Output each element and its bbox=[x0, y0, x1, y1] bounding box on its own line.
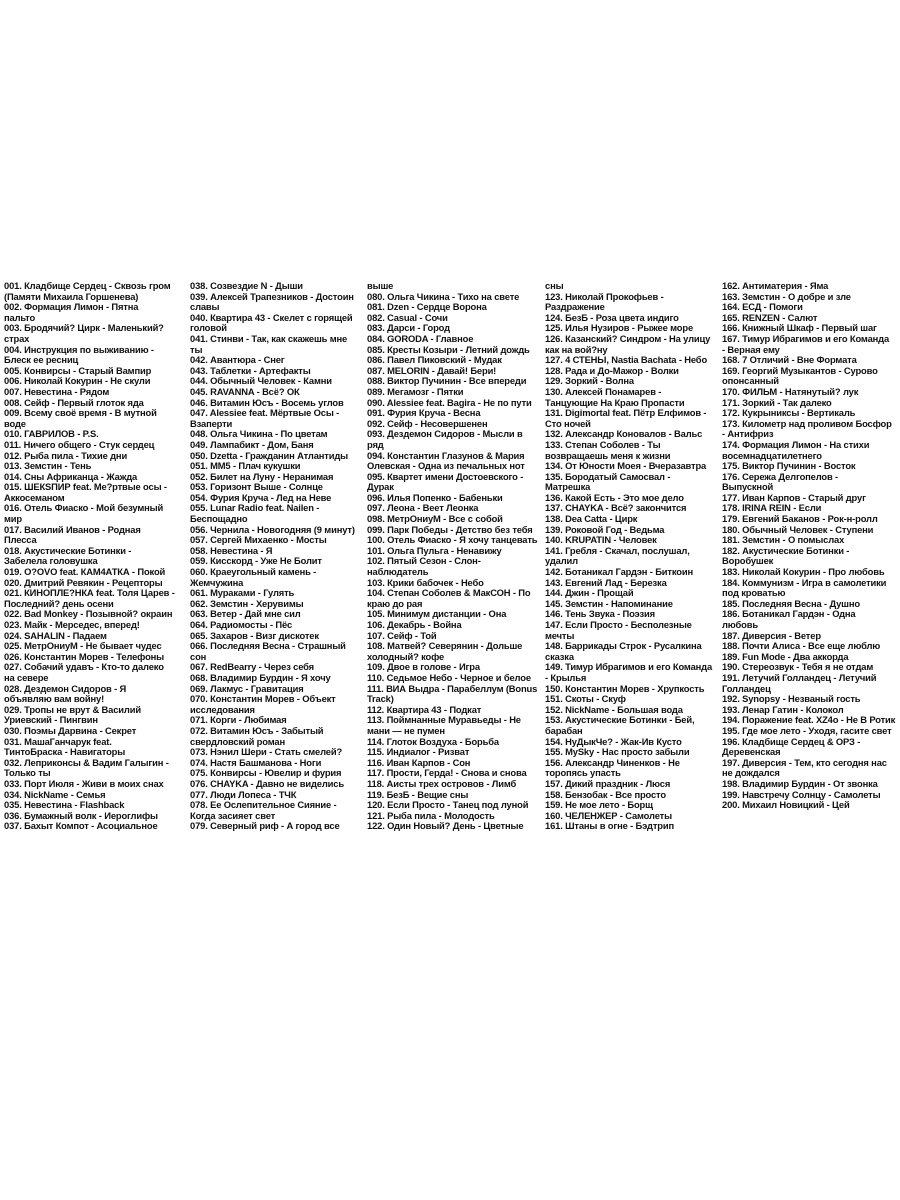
track-line: 200. Михаил Новицкий - Цей bbox=[722, 800, 850, 811]
track-line: свердловский роман bbox=[190, 736, 285, 747]
track-line: 088. Виктор Пучинин - Все впереди bbox=[367, 376, 527, 387]
tracklist-column-3 bbox=[367, 281, 543, 832]
track-line: 198. Владимир Бурдин - От звонка bbox=[722, 778, 878, 789]
track-line: 181. Земстин - О помыслах bbox=[722, 535, 845, 546]
track-line: 121. Рыба пила - Молодость bbox=[367, 810, 495, 821]
track-line: 119. БезБ - Вещие сны bbox=[367, 789, 469, 800]
track-line: 147. Если Просто - Бесполезные bbox=[545, 620, 692, 630]
track-line: 183. Николай Кокурин - Про любовь bbox=[722, 567, 885, 578]
track-line: 033. Порт Июля - Живи в моих снах bbox=[4, 778, 164, 789]
track-line: сказка bbox=[545, 651, 574, 662]
track-line: Плесса bbox=[4, 535, 37, 546]
track-line: 029. Тропы не врут & Василий bbox=[4, 704, 141, 715]
track-line: 163. Земстин - О добре и зле bbox=[722, 291, 851, 302]
track-line: 105. Минимум дистанции - Она bbox=[367, 609, 507, 620]
track-line: 199. Навстречу Солнцу - Самолеты bbox=[722, 789, 881, 800]
track-line: 162. Антиматерия - Яма bbox=[722, 281, 829, 291]
track-line: 024. SAHALIN - Падаем bbox=[4, 630, 107, 641]
track-line: 129. Зоркий - Волна bbox=[545, 376, 634, 387]
track-line: 009. Всему своё время - В мутной bbox=[4, 408, 157, 419]
track-line: холодный? кофе bbox=[367, 651, 445, 662]
track-line: Блеск ее ресниц bbox=[4, 355, 79, 366]
track-line: Жемчужина bbox=[190, 577, 244, 588]
tracklist-column-5 bbox=[722, 281, 898, 811]
track-line: 066. Последняя Весна - Страшный bbox=[190, 641, 346, 652]
track-line: 122. Один Новый? День - Цветные bbox=[367, 821, 524, 832]
track-line: на севере bbox=[4, 672, 49, 683]
track-line: 082. Casual - Сочи bbox=[367, 312, 448, 323]
track-line: Аккосеманом bbox=[4, 492, 65, 503]
track-line: 142. Ботаникал Гардэн - Биткоин bbox=[545, 567, 693, 578]
track-line: 022. Bad Monkey - Позывной? окраин bbox=[4, 609, 173, 620]
track-line: 027. Собачий удавъ - Кто-то далеко bbox=[4, 662, 164, 673]
track-line: восемнадцатилетнего bbox=[722, 450, 822, 461]
track-line: торопясь упасть bbox=[545, 768, 621, 779]
track-line: 002. Формация Лимон - Пятна bbox=[4, 302, 139, 313]
tracklist-column-2 bbox=[190, 281, 366, 832]
track-line: 053. Горизонт Выше - Солнце bbox=[190, 482, 323, 493]
track-line: 156. Александр Чиненков - Не bbox=[545, 757, 680, 768]
track-line: воде bbox=[4, 418, 26, 429]
track-line: 136. Какой Есть - Это мое дело bbox=[545, 492, 684, 503]
track-line: под кроватью bbox=[722, 588, 786, 599]
track-line: 036. Бумажный волк - Иероглифы bbox=[4, 810, 158, 821]
track-line: 001. Кладбище Сердец - Сквозь гром bbox=[4, 281, 171, 291]
track-line: 116. Иван Карпов - Сон bbox=[367, 757, 471, 768]
track-line: 026. Константин Морев - Телефоны bbox=[4, 651, 165, 662]
track-line: 034. NickName - Семья bbox=[4, 789, 106, 800]
track-line: 056. Чернила - Новогодняя (9 минут) bbox=[190, 524, 355, 535]
track-line: 160. ЧЕЛЕНЖЕР - Самолеты bbox=[545, 810, 672, 821]
track-line: 189. Fun Mode - Два аккорда bbox=[722, 651, 849, 662]
track-line: 054. Фурия Круча - Лед на Неве bbox=[190, 492, 332, 503]
track-line: 039. Алексей Трапезников - Достоин bbox=[190, 291, 354, 302]
track-line: 069. Лакмус - Гравитация bbox=[190, 683, 304, 694]
track-line: 149. Тимур Ибрагимов и его Команда bbox=[545, 662, 713, 673]
track-line: 134. От Юности Моея - Вчеразавтра bbox=[545, 461, 707, 472]
track-line: 167. Тимур Ибрагимов и его Команда bbox=[722, 333, 890, 344]
track-line: 004. Инструкция по выживанию - bbox=[4, 344, 154, 355]
track-line: 031. МашаГанчарук feat. bbox=[4, 736, 112, 747]
track-line: 044. Обычный Человек - Камни bbox=[190, 376, 332, 387]
track-line: 141. Гребля - Скачал, послушал, bbox=[545, 545, 690, 556]
track-line: 132. Александр Коновалов - Вальс bbox=[545, 429, 703, 440]
track-line: 164. ЕСД - Помоги bbox=[722, 302, 803, 313]
track-line: 101. Ольга Пульга - Ненавижу bbox=[367, 545, 502, 556]
track-line: 011. Ничего общего - Стук сердец bbox=[4, 439, 155, 450]
track-line: 145. Земстин - Напоминание bbox=[545, 598, 673, 609]
track-line: 090. Alessiee feat. Bagira - Не по пути bbox=[367, 397, 532, 408]
track-line: 063. Ветер - Дай мне сил bbox=[190, 609, 301, 620]
track-line: (Памяти Михаила Горшенева) bbox=[4, 291, 139, 302]
track-line: 133. Степан Соболев - Ты bbox=[545, 439, 661, 450]
track-line: 059. Кисскорд - Уже Не Болит bbox=[190, 556, 322, 567]
track-line: Дурак bbox=[367, 482, 394, 493]
track-line: 048. Ольга Чикина - По цветам bbox=[190, 429, 328, 440]
track-line: 173. Километр над проливом Босфор bbox=[722, 418, 892, 429]
track-line: 085. Кресты Козыри - Летний дождь bbox=[367, 344, 530, 355]
track-line: Воробушек bbox=[722, 556, 774, 567]
track-line: 013. Земстин - Тень bbox=[4, 461, 92, 472]
track-line: 079. Северный риф - А город все bbox=[190, 821, 340, 832]
track-line: 161. Штаны в огне - Бэдтрип bbox=[545, 821, 674, 832]
track-line: 120. Если Просто - Танец под луной bbox=[367, 800, 529, 811]
track-line: 196. Кладбище Сердец & ОРЗ - bbox=[722, 736, 861, 747]
track-line: 102. Пятый Сезон - Слон- bbox=[367, 556, 481, 567]
track-line: краю до рая bbox=[367, 598, 423, 609]
track-line: 016. Отель Фиаско - Мой безумный bbox=[4, 503, 164, 514]
track-line: 074. Настя Башманова - Ноги bbox=[190, 757, 322, 768]
track-line: Голландец bbox=[722, 683, 771, 694]
track-line: 006. Николай Кокурин - Не скули bbox=[4, 376, 151, 387]
track-line: 182. Акустические Ботинки - bbox=[722, 545, 850, 556]
track-line: 125. Илья Нузиров - Рыжее море bbox=[545, 323, 694, 334]
track-line: 081. Dzen - Сердце Ворона bbox=[367, 302, 487, 313]
track-line: 114. Глоток Воздуха - Борьба bbox=[367, 736, 499, 747]
track-line: Забелела головушка bbox=[4, 556, 98, 567]
track-line: 151. Скоты - Скуф bbox=[545, 694, 626, 705]
track-line: не дождался bbox=[722, 768, 780, 779]
track-line: 138. Dea Catta - Цирк bbox=[545, 514, 638, 525]
track-line: 108. Матвей? Северянин - Дольше bbox=[367, 641, 523, 652]
track-line: 057. Сергей Михаенко - Мосты bbox=[190, 535, 327, 546]
track-line: 049. Лампабикт - Дом, Баня bbox=[190, 439, 314, 450]
track-line: барабан bbox=[545, 725, 583, 736]
track-line: 153. Акустические Ботинки - Бей, bbox=[545, 715, 695, 726]
track-line: 060. Краеугольный камень - bbox=[190, 567, 317, 578]
track-line: Деревенская bbox=[722, 747, 781, 758]
track-line: 171. Зоркий - Так далеко bbox=[722, 397, 832, 408]
track-line: 124. БезБ - Роза цвета индиго bbox=[545, 312, 679, 323]
track-line: 158. Бензобак - Все просто bbox=[545, 789, 666, 800]
track-line: 080. Ольга Чикина - Тихо на свете bbox=[367, 291, 520, 302]
track-line: 166. Книжный Шкаф - Первый шаг bbox=[722, 323, 877, 334]
track-line: 005. Конвирсы - Старый Вампир bbox=[4, 365, 152, 376]
track-line: 099. Парк Победы - Детство без тебя bbox=[367, 524, 533, 535]
track-line: 046. Витамин Юсъ - Восемь углов bbox=[190, 397, 344, 408]
track-line: 077. Люди Лопеса - ТЧК bbox=[190, 789, 297, 800]
track-line: 010. ГАВРИЛОВ - P.S. bbox=[4, 429, 99, 440]
track-line: 195. Где мое лето - Уходя, гасите свет bbox=[722, 725, 892, 736]
track-line: ряд bbox=[367, 439, 384, 450]
track-line: 152. NickName - Большая вода bbox=[545, 704, 683, 715]
track-line: Сто ночей bbox=[545, 418, 591, 429]
track-line: 041. Стинви - Так, как скажешь мне bbox=[190, 333, 348, 344]
track-line: 185. Последняя Весна - Душно bbox=[722, 598, 860, 609]
track-line: 154. НуДыкЧе? - Жак-Ив Кусто bbox=[545, 736, 682, 747]
track-line: 068. Владимир Бурдин - Я хочу bbox=[190, 672, 331, 683]
track-line: сон bbox=[190, 651, 207, 662]
track-line: 172. Кукрыниксы - Вертикаль bbox=[722, 408, 856, 419]
track-line: 007. Невестина - Рядом bbox=[4, 386, 110, 397]
track-line: 098. МетрОниуМ - Все с собой bbox=[367, 514, 503, 525]
track-line: 140. KRUPATIN - Человек bbox=[545, 535, 657, 546]
track-line: 193. Ленар Гатин - Колокол bbox=[722, 704, 844, 715]
track-line: 190. Стереозвук - Тебя я не отдам bbox=[722, 662, 874, 673]
track-line: 104. Степан Соболев & МакСОН - По bbox=[367, 588, 531, 599]
track-line: Олевская - Одна из печальных нот bbox=[367, 461, 525, 472]
track-line: 028. Дездемон Сидоров - Я bbox=[4, 683, 127, 694]
track-line: 192. Synopsy - Незваный гость bbox=[722, 694, 861, 705]
track-line: 186. Ботаникал Гардэн - Одна bbox=[722, 609, 856, 620]
track-line: Беспощадно bbox=[190, 514, 248, 525]
track-line: - Антифриз bbox=[722, 429, 774, 440]
track-line: 157. Дикий праздник - Люся bbox=[545, 778, 671, 789]
track-line: 021. КИНОПЛЕ?НКА feat. Толя Царев - bbox=[4, 588, 175, 599]
track-line: 050. Dzetta - Гражданин Атлантиды bbox=[190, 450, 349, 461]
track-line: - Крылья bbox=[545, 672, 587, 683]
track-line: 180. Обычный Человек - Ступени bbox=[722, 524, 874, 535]
track-line: 191. Летучий Голландец - Летучий bbox=[722, 672, 877, 683]
track-line: 179. Евгений Баканов - Рок-н-ролл bbox=[722, 514, 878, 525]
track-line: возвращаешь меня к жизни bbox=[545, 450, 671, 461]
track-line: ты bbox=[190, 344, 203, 355]
track-line: удалил bbox=[545, 556, 578, 567]
track-line: 065. Захаров - Визг дискотек bbox=[190, 630, 319, 641]
track-line: 043. Таблетки - Артефакты bbox=[190, 365, 311, 376]
track-line: 197. Диверсия - Тем, кто сегодня нас bbox=[722, 757, 887, 768]
track-line: 072. Витамин Юсъ - Забытый bbox=[190, 725, 324, 736]
track-line: 061. Мураками - Гулять bbox=[190, 588, 295, 599]
track-line: 018. Акустические Ботинки - bbox=[4, 545, 132, 556]
track-line: 165. RENZEN - Салют bbox=[722, 312, 818, 323]
track-line: мир bbox=[4, 514, 22, 525]
track-line: 003. Бродячий? Цирк - Маленький? bbox=[4, 323, 164, 334]
track-line: головой bbox=[190, 323, 227, 334]
track-line: 030. Поэмы Дарвина - Секрет bbox=[4, 725, 137, 736]
track-line: наблюдатель bbox=[367, 567, 429, 578]
track-line: 064. Радиомосты - Пёс bbox=[190, 620, 293, 630]
track-line: 175. Виктор Пучинин - Восток bbox=[722, 461, 856, 472]
track-line: 055. Lunar Radio feat. Nailen - bbox=[190, 503, 320, 514]
track-line: 168. 7 Отличий - Вне Формата bbox=[722, 355, 857, 366]
track-line: Уриевский - Пингвин bbox=[4, 715, 98, 726]
track-line: 047. Alessiee feat. Мёртвые Осы - bbox=[190, 408, 340, 419]
track-line: 184. Коммунизм - Игра в самолетики bbox=[722, 577, 887, 588]
track-line: 091. Фурия Круча - Весна bbox=[367, 408, 481, 419]
track-line: 019. О?OVO feat. КАМ4АТКА - Покой bbox=[4, 567, 166, 578]
track-line: 015. ШЕКSПИР feat. Ме?ртвые осы - bbox=[4, 482, 167, 493]
track-line: 150. Константин Морев - Хрупкость bbox=[545, 683, 705, 694]
track-line: 071. Корги - Любимая bbox=[190, 715, 287, 726]
track-line: 103. Крики бабочек - Небо bbox=[367, 577, 484, 588]
track-line: 089. Мегамозг - Пятки bbox=[367, 386, 464, 397]
track-line: 067. RedBearry - Через себя bbox=[190, 662, 314, 673]
tracklist-column-1 bbox=[4, 281, 180, 832]
track-line: мечты bbox=[545, 630, 575, 641]
track-line: 052. Билет на Луну - Неранимая bbox=[190, 471, 334, 482]
track-line: страх bbox=[4, 333, 30, 344]
track-line: 014. Сны Африканца - Жажда bbox=[4, 471, 138, 482]
track-line: 084. GORODA - Главное bbox=[367, 333, 474, 344]
track-line: 155. MySky - Нас просто забыли bbox=[545, 747, 690, 758]
track-line: 174. Формация Лимон - На стихи bbox=[722, 439, 870, 450]
track-line: 176. Сережа Делгопелов - bbox=[722, 471, 839, 482]
track-line: 115. Индиалог - Ризват bbox=[367, 747, 470, 758]
track-line: 110. Седьмое Небо - Черное и белое bbox=[367, 672, 531, 683]
track-line: Только ты bbox=[4, 768, 51, 779]
track-line: 194. Поражение feat. XZ4o - Не В Ротик bbox=[722, 715, 896, 726]
track-line: 095. Квартет имени Достоевского - bbox=[367, 471, 524, 482]
track-line: 106. Декабрь - Война bbox=[367, 620, 462, 630]
track-line: 073. Нэнил Шери - Стать смелей? bbox=[190, 747, 343, 758]
track-line: 139. Роковой Год - Ведьма bbox=[545, 524, 665, 535]
track-line: любовь bbox=[722, 620, 758, 630]
track-line: 025. МетрОниуМ - Не бывает чудес bbox=[4, 641, 162, 652]
track-line: 187. Диверсия - Ветер bbox=[722, 630, 821, 641]
track-line: Матрешка bbox=[545, 482, 591, 493]
track-line: 137. CHAYKA - Всё? закончится bbox=[545, 503, 687, 514]
track-line: 086. Павел Пиковский - Мудак bbox=[367, 355, 502, 366]
track-line: 032. Леприконсы & Вадим Галыгин - bbox=[4, 757, 169, 768]
track-line: 035. Невестина - Flashback bbox=[4, 800, 125, 811]
track-line: 038. Созвездие N - Дыши bbox=[190, 281, 303, 291]
track-line: 062. Земстин - Херувимы bbox=[190, 598, 304, 609]
track-line: объявляю вам войну! bbox=[4, 694, 105, 705]
track-line: 045. RAVANNA - Всё? ОК bbox=[190, 386, 300, 397]
track-line: сны bbox=[545, 281, 564, 291]
track-line: 177. Иван Карпов - Старый друг bbox=[722, 492, 866, 503]
track-line: 159. Не мое лето - Борщ bbox=[545, 800, 653, 811]
track-line: 112. Квартира 43 - Подкат bbox=[367, 704, 482, 715]
track-line: 113. Поймнанные Муравьеды - Не bbox=[367, 715, 521, 726]
track-line: 012. Рыба пила - Тихие дни bbox=[4, 450, 128, 461]
track-line: 111. ВИА Выдра - Парабеллум (Bonus bbox=[367, 683, 538, 694]
track-line: 078. Ее Ослепительное Сияние - bbox=[190, 800, 337, 811]
track-line: 023. Майк - Мерседес, вперед! bbox=[4, 620, 140, 630]
track-line: 188. Почти Алиса - Все еще люблю bbox=[722, 641, 881, 652]
track-line: славы bbox=[190, 302, 220, 313]
track-line: 076. CHAYKA - Давно не виделись bbox=[190, 778, 344, 789]
track-line: 097. Леона - Веет Леонка bbox=[367, 503, 479, 514]
track-line: 092. Сейф - Несовершенен bbox=[367, 418, 488, 429]
track-line: исследования bbox=[190, 704, 255, 715]
tracklist-column-4 bbox=[545, 281, 721, 832]
track-line: выше bbox=[367, 281, 394, 291]
track-line: 131. Digimortal feat. Пётр Елфимов - bbox=[545, 408, 707, 419]
track-line: 127. 4 СТЕНЫ, Nastia Bachata - Небо bbox=[545, 355, 708, 366]
track-line: опонсанный bbox=[722, 376, 779, 387]
track-line: 123. Николай Прокофьев - bbox=[545, 291, 664, 302]
track-line: 130. Алексей Понамарев - bbox=[545, 386, 662, 397]
track-line: 109. Двое в голове - Игра bbox=[367, 662, 480, 673]
track-line: 143. Евгений Лад - Березка bbox=[545, 577, 667, 588]
track-line: 087. MELORIN - Давай! Бери! bbox=[367, 365, 497, 376]
track-line: ТинтоБраска - Навигаторы bbox=[4, 747, 126, 758]
track-line: Track) bbox=[367, 694, 394, 705]
track-line: 128. Рада и До-Мажор - Волки bbox=[545, 365, 679, 376]
track-line: 135. Бородатый Самосвал - bbox=[545, 471, 671, 482]
track-line: 051. ММ5 - Плач кукушки bbox=[190, 461, 301, 472]
track-line: 178. IRINA REIN - Если bbox=[722, 503, 822, 514]
track-line: 070. Константин Морев - Объект bbox=[190, 694, 336, 705]
track-line: Танцующие На Краю Пропасти bbox=[545, 397, 685, 408]
track-line: 100. Отель Фиаско - Я хочу танцевать bbox=[367, 535, 538, 546]
track-line: - Верная ему bbox=[722, 344, 780, 355]
track-line: 144. Джин - Прощай bbox=[545, 588, 634, 599]
track-line: 093. Дездемон Сидоров - Мысли в bbox=[367, 429, 523, 440]
track-line: 096. Илья Попенко - Бабеньки bbox=[367, 492, 503, 503]
track-line: 075. Конвирсы - Ювелир и фурия bbox=[190, 768, 342, 779]
track-line: 170. ФИЛЬМ - Натянутый? лук bbox=[722, 386, 859, 397]
track-line: пальто bbox=[4, 312, 36, 323]
track-line: Выпускной bbox=[722, 482, 774, 493]
track-line: Когда засияет свет bbox=[190, 810, 276, 821]
track-line: Раздражение bbox=[545, 302, 605, 313]
track-line: 008. Сейф - Первый глоток яда bbox=[4, 397, 144, 408]
track-line: 040. Квартира 43 - Скелет с горящей bbox=[190, 312, 353, 323]
track-line: Последний? день осени bbox=[4, 598, 114, 609]
track-line: 107. Сейф - Той bbox=[367, 630, 437, 641]
track-line: 126. Казанский? Синдром - На улицу bbox=[545, 333, 711, 344]
track-line: 058. Невестина - Я bbox=[190, 545, 273, 556]
track-line: 083. Дарси - Город bbox=[367, 323, 450, 334]
track-line: 037. Бахыт Компот - Асоциальное bbox=[4, 821, 158, 832]
track-line: Взаперти bbox=[190, 418, 233, 429]
track-line: 118. Аисты трех островов - Лимб bbox=[367, 778, 517, 789]
track-line: 117. Прости, Герда! - Снова и снова bbox=[367, 768, 527, 779]
track-line: 042. Авантюра - Снег bbox=[190, 355, 285, 366]
track-line: 148. Баррикады Строк - Русалкина bbox=[545, 641, 702, 652]
track-line: 020. Дмитрий Ревякин - Рецепторы bbox=[4, 577, 163, 588]
track-line: мани — не пумен bbox=[367, 725, 445, 736]
track-line: 169. Георгий Музыкантов - Сурово bbox=[722, 365, 878, 376]
track-line: 094. Константин Глазунов & Мария bbox=[367, 450, 525, 461]
track-line: 146. Тень Звука - Поэзия bbox=[545, 609, 655, 620]
track-line: 017. Василий Иванов - Родная bbox=[4, 524, 141, 535]
track-line: как на вой?ну bbox=[545, 344, 608, 355]
